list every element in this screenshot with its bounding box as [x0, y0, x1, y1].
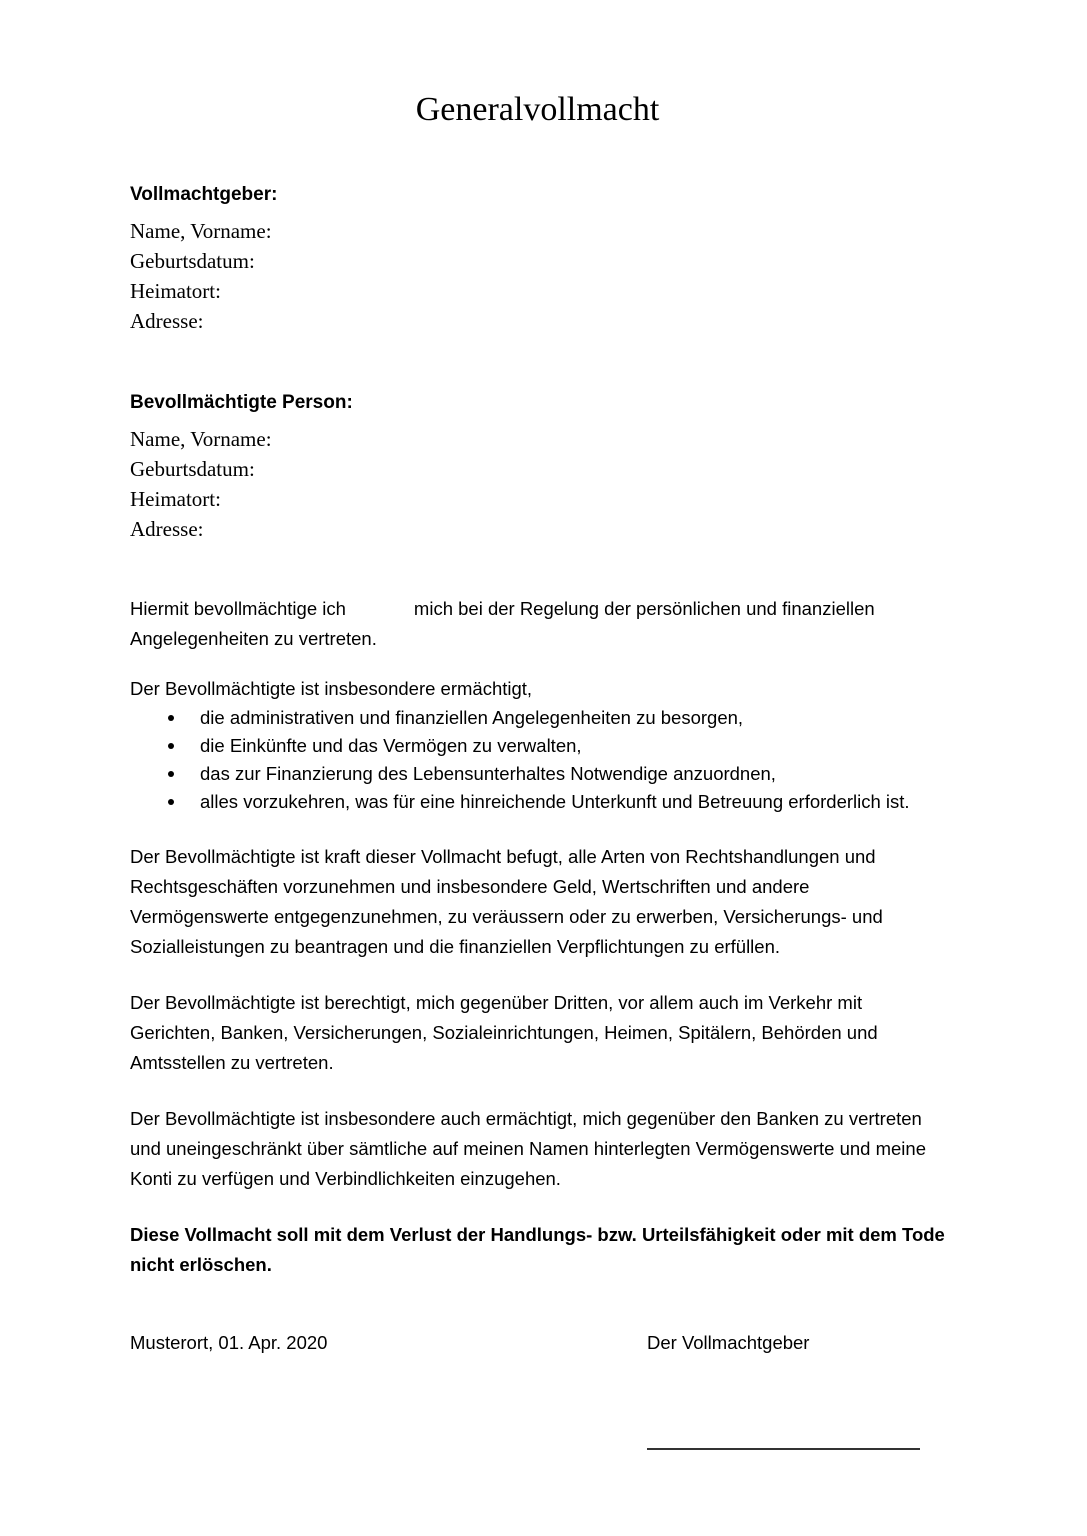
place-and-date: Musterort, 01. Apr. 2020 [130, 1332, 328, 1354]
principal-field-address [130, 306, 945, 336]
principal-field-hometown-label: Heimatort: [130, 279, 221, 304]
principal-field-hometown [130, 276, 945, 306]
principal-fields [130, 216, 945, 336]
document-body [130, 594, 945, 1358]
authorization-intro: Der Bevollmächtigte ist insbesondere ermächtigt, [130, 678, 533, 700]
authorization-item: das zur Finanzierung des Lebensunterhaltes Notwendige anzuordnen, [130, 760, 945, 788]
signature-line [647, 1448, 920, 1450]
document-title: Generalvollmacht [415, 91, 660, 128]
principal-field-birthdate [130, 246, 945, 276]
attorney-fields [130, 424, 945, 544]
attorney-name-blank [346, 614, 414, 615]
attorney-field-name [130, 424, 945, 454]
attorney-heading: Bevollmächtigte Person: [130, 392, 353, 414]
attorney-field-hometown [130, 484, 945, 514]
attorney-field-name-label: Name, Vorname: [130, 427, 272, 452]
principal-section [130, 180, 945, 336]
signer-label: Der Vollmachtgeber [647, 1332, 810, 1354]
representation-paragraph: Der Bevollmächtigte ist berechtigt, mich gegenüber Dritten, vor allem auch im Verkehr mit Gerichten, Banken, Versicherungen, Sozialeinrichtungen, Heimen, Spitälern, Behörden und Amtsstellen zu vertreten. [130, 992, 878, 1074]
principal-field-name [130, 216, 945, 246]
intro-paragraph [130, 594, 945, 654]
footer-row [130, 1328, 945, 1358]
attorney-section [130, 388, 945, 544]
attorney-field-birthdate-label: Geburtsdatum: [130, 457, 255, 482]
authorization-list [130, 704, 945, 816]
attorney-field-address-label: Adresse: [130, 517, 204, 542]
attorney-field-birthdate [130, 454, 945, 484]
principal-field-name-label: Name, Vorname: [130, 219, 272, 244]
attorney-field-hometown-label: Heimatort: [130, 487, 221, 512]
authorization-item: alles vorzukehren, was für eine hinreichende Unterkunft und Betreuung erforderlich ist. [130, 788, 945, 816]
closing-clause: Diese Vollmacht soll mit dem Verlust der Handlungs- bzw. Urteilsfähigkeit oder mit dem Tode nicht erlöschen. [130, 1224, 945, 1276]
intro-text-before-blank: Hiermit bevollmächtige ich [130, 598, 346, 620]
authorization-item: die administrativen und finanziellen Angelegenheiten zu besorgen, [130, 704, 945, 732]
attorney-field-address [130, 514, 945, 544]
authorization-item: die Einkünfte und das Vermögen zu verwalten, [130, 732, 945, 760]
banking-paragraph: Der Bevollmächtigte ist insbesondere auch ermächtigt, mich gegenüber den Banken zu vertreten und uneingeschränkt über sämtliche auf meinen Namen hinterlegten Vermögenswerte und meine Konti zu verfügen und Verbindlichkeiten einzugehen. [130, 1108, 926, 1190]
powers-paragraph: Der Bevollmächtigte ist kraft dieser Vollmacht befugt, alle Arten von Rechtshandlungen und Rechtsgeschäften vorzunehmen und insbesondere Geld, Wertschriften und andere Vermögenswerte entgegenzunehmen, zu veräussern oder zu erwerben, Versicherungs- und Sozialleistungen zu beantragen und die finanziellen Verpflichtungen zu erfüllen. [130, 846, 883, 958]
intro-text-after-blank: mich bei der Regelung der persönlichen und finanziellen Angelegenheiten zu vertreten. [130, 598, 875, 650]
principal-field-address-label: Adresse: [130, 309, 204, 334]
principal-field-birthdate-label: Geburtsdatum: [130, 249, 255, 274]
principal-heading: Vollmachtgeber: [130, 184, 278, 206]
